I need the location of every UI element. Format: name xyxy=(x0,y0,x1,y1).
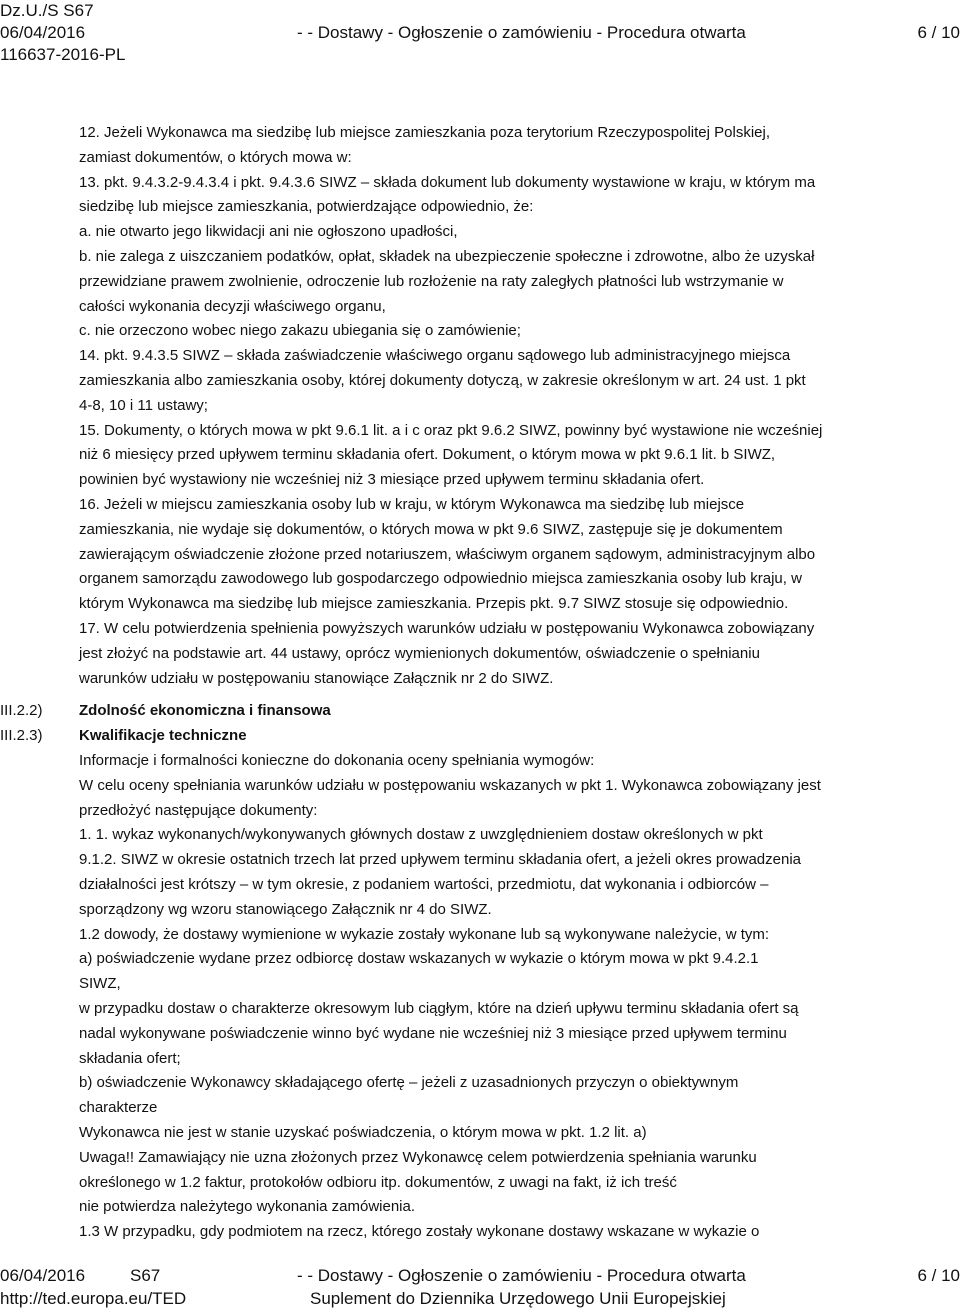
text-line: 17. W celu potwierdzenia spełnienia powyższych warunków udziału w postępowaniu Wykonawca zobowiązany xyxy=(79,619,815,637)
text-line: nie potwierdza należytego wykonania zamówienia. xyxy=(79,1198,416,1216)
section-label-iii-2-3: III.2.3) xyxy=(0,727,43,744)
header-title: - - Dostawy - Ogłoszenie o zamówieniu - Procedura otwarta xyxy=(297,23,746,42)
heading-economic-block xyxy=(79,699,959,749)
text-line: zawierającym oświadczenie złożone przed notariuszem, właściwym organem sądowym, administracyjnym albo xyxy=(79,545,816,563)
text-line: Wykonawca nie jest w stanie uzyskać poświadczenia, o którym mowa w pkt. 1.2 lit. a) xyxy=(79,1123,647,1141)
text-line: działalności jest krótszy – w tym okresie, z podaniem wartości, przedmiotu, dat wykonania i odbiorców – xyxy=(79,875,769,893)
text-line: siedzibę lub miejsce zamieszkania, potwierdzające odpowiednio, że: xyxy=(79,198,534,216)
header-page-number: 6 / 10 xyxy=(917,23,960,42)
text-line: jest złożyć na podstawie art. 44 ustawy, oprócz wymienionych dokumentów, oświadczenie o spełnianiu xyxy=(79,644,760,662)
text-line: 1.3 W przypadku, gdy podmiotem na rzecz, którego zostały wykonane dostawy wskazane w wykazie o xyxy=(79,1223,760,1241)
text-line: określonego w 1.2 faktur, protokołów odbioru itp. dokumentów, z uwagi na fakt, iż ich treść xyxy=(79,1173,677,1191)
text-line: 14. pkt. 9.4.3.5 SIWZ – składa zaświadczenie właściwego organu sądowego lub administracyjnego miejsca xyxy=(79,347,791,365)
text-line: 12. Jeżeli Wykonawca ma siedzibę lub miejsce zamieszkania poza terytorium Rzeczypospolitej Polskiej, xyxy=(79,124,770,141)
text-line: charakterze xyxy=(79,1099,158,1117)
header-date: 06/04/2016 xyxy=(0,23,86,42)
text-line: przedłożyć następujące dokumenty: xyxy=(79,801,318,819)
section-label-iii-2-2: III.2.2) xyxy=(0,702,43,719)
text-line: warunków udziału w postępowaniu stanowiące Załącznik nr 2 do SIWZ. xyxy=(79,669,554,687)
text-line: 1.2 dowody, że dostawy wymienione w wykazie zostały wykonane lub są wykonywane należycie, w tym: xyxy=(79,925,770,943)
footer-title: - - Dostawy - Ogłoszenie o zamówieniu - Procedura otwarta xyxy=(297,1266,746,1285)
text-line: Informacje i formalności konieczne do dokonania oceny spełniania wymogów: xyxy=(79,752,595,769)
technical-text-block xyxy=(79,749,959,1245)
text-line: zamieszkania, nie wydaje się dokumentów, o których mowa w pkt 9.6 SIWZ, zastępuje się je dokumentem xyxy=(79,520,783,538)
heading-economic-financial: Zdolność ekonomiczna i finansowa xyxy=(79,702,331,719)
header-journal: Dz.U./S S67 xyxy=(0,1,94,20)
text-line: całości wykonania decyzji właściwego organu, xyxy=(79,297,386,315)
text-line: 4-8, 10 i 11 ustawy; xyxy=(79,396,208,414)
requirements-text-block xyxy=(79,121,959,691)
text-line: którym Wykonawca ma siedzibę lub miejsce zamieszkania. Przepis pkt. 9.7 SIWZ stosuje się odpowiednio. xyxy=(79,595,789,613)
footer-supplement: Suplement do Dziennika Urzędowego Unii Europejskiej xyxy=(310,1289,726,1308)
text-line: 13. pkt. 9.4.3.2-9.4.3.4 i pkt. 9.4.3.6 SIWZ – składa dokument lub dokumenty wystawione w kraju, w którym ma xyxy=(79,173,816,191)
text-line: Uwaga!! Zamawiający nie uzna złożonych przez Wykonawcę celem potwierdzenia spełniania warunku xyxy=(79,1148,757,1166)
text-line: b. nie zalega z uiszczaniem podatków, opłat, składek na ubezpieczenie społeczne i zdrowotne, albo że uzyskał xyxy=(79,247,815,265)
text-line: W celu oceny spełniania warunków udziału w postępowaniu wskazanych w pkt 1. Wykonawca zobowiązany jest xyxy=(79,776,821,794)
text-line: sporządzony wg wzoru stanowiącego Załącznik nr 4 do SIWZ. xyxy=(79,900,492,918)
text-line: niż 6 miesięcy przed upływem terminu składania ofert. Dokument, o którym mowa w pkt 9.6.1 lit. b SIWZ, xyxy=(79,446,776,464)
text-line: przewidziane prawem zwolnienie, odroczenie lub rozłożenie na raty zaległych płatności lub wstrzymanie w xyxy=(79,272,784,290)
text-line: b) oświadczenie Wykonawcy składającego ofertę – jeżeli z uzasadnionych przyczyn o obiektywnym xyxy=(79,1074,739,1092)
footer-page-number: 6 / 10 xyxy=(917,1266,960,1285)
text-line: 9.1.2. SIWZ w okresie ostatnich trzech lat przed upływem terminu składania ofert, a jeżeli okres prowadzenia xyxy=(79,851,801,869)
text-line: nadal wykonywane poświadczenie winno być wydane nie wcześniej niż 3 miesiące przed upływem terminu xyxy=(79,1024,787,1042)
text-line: powinien być wystawiony nie wcześniej niż 3 miesiące przed upływem terminu składania ofert. xyxy=(79,471,705,489)
text-line: 15. Dokumenty, o których mowa w pkt 9.6.1 lit. a i c oraz pkt 9.6.2 SIWZ, powinny być wystawione nie wcześniej xyxy=(79,421,823,439)
heading-technical-qualifications: Kwalifikacje techniczne xyxy=(79,726,247,744)
text-line: składania ofert; xyxy=(79,1049,181,1067)
footer-journal: S67 xyxy=(130,1266,161,1285)
text-line: SIWZ, xyxy=(79,975,121,993)
text-line: c. nie orzeczono wobec niego zakazu ubiegania się o zamówienie; xyxy=(79,322,521,340)
text-line: a. nie otwarto jego likwidacji ani nie ogłoszono upadłości, xyxy=(79,223,458,241)
text-line: zamieszkania albo zamieszkania osoby, której dokumenty dotyczą, w zakresie określonym w art. 24 ust. 1 pkt xyxy=(79,371,806,389)
text-line: a) poświadczenie wydane przez odbiorcę dostaw wskazanych w wykazie o którym mowa w pkt 9.4.2.1 xyxy=(79,950,759,968)
text-line: organem samorządu zawodowego lub gospodarczego odpowiednio miejsca zamieszkania osoby lub kraju, w xyxy=(79,570,802,588)
text-line: 1. 1. wykaz wykonanych/wykonywanych głównych dostaw z uwzględnieniem dostaw określonych w pkt xyxy=(79,826,763,844)
text-line: w przypadku dostaw o charakterze okresowym lub ciągłym, które na dzień upływu terminu składania ofert są xyxy=(79,999,799,1017)
text-line: zamiast dokumentów, o których mowa w: xyxy=(79,148,352,166)
header-reference: 116637-2016-PL xyxy=(0,45,126,64)
footer-date: 06/04/2016 xyxy=(0,1266,86,1285)
footer-url: http://ted.europa.eu/TED xyxy=(0,1289,187,1308)
text-line: 16. Jeżeli w miejscu zamieszkania osoby lub w kraju, w którym Wykonawca ma siedzibę lub miejsce xyxy=(79,495,745,513)
